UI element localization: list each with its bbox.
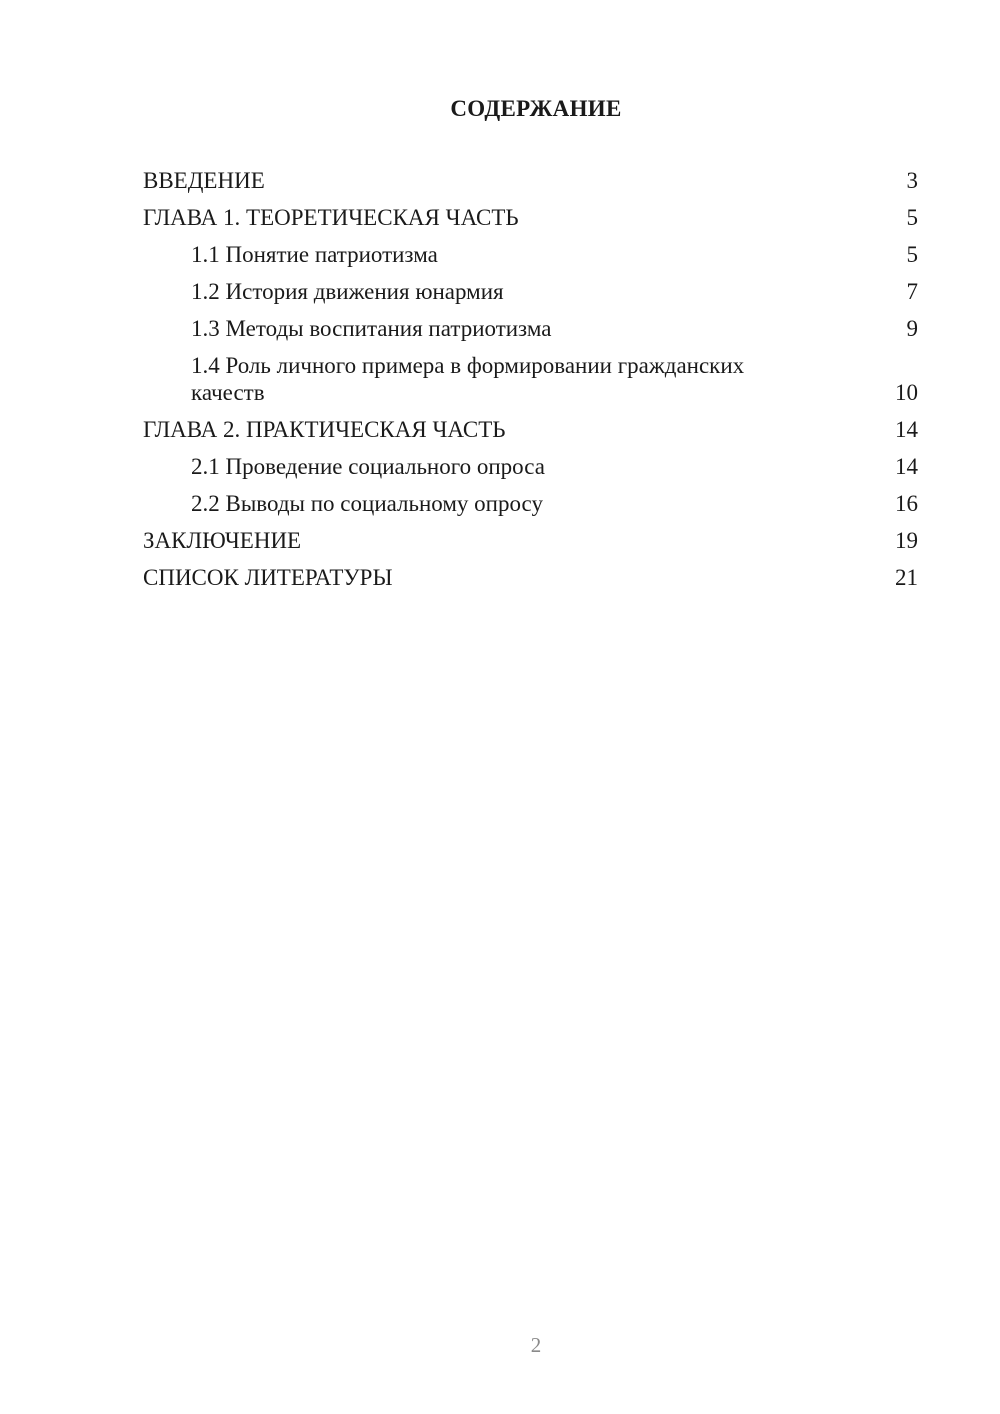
- toc-entry-references[interactable]: [143, 564, 918, 591]
- page-number: 2: [530, 1333, 542, 1357]
- toc-entry-page: 5: [906, 242, 918, 267]
- toc-entry-text: ЗАКЛЮЧЕНИЕ: [143, 528, 302, 553]
- toc-entry-page: 3: [906, 168, 918, 193]
- toc-entry-page: 14: [895, 454, 918, 479]
- toc-entry-text: 1.2 История движения юнармия: [191, 279, 504, 304]
- toc-entry-text: 2.1 Проведение социального опроса: [191, 454, 545, 479]
- toc-entry-chapter-1[interactable]: [143, 204, 918, 231]
- toc-entry-page: 21: [895, 565, 918, 590]
- toc-entry-text: 2.2 Выводы по социальному опросу: [191, 491, 543, 516]
- toc-entry-page: 16: [895, 491, 918, 516]
- toc-entry-page: 5: [906, 205, 918, 230]
- toc-entry-chapter-2[interactable]: [143, 416, 918, 443]
- toc-entry-text: 1.4 Роль личного примера в формировании гражданских качеств: [191, 353, 745, 405]
- toc-entry-page: 14: [895, 417, 918, 442]
- toc-entry-text: ГЛАВА 1. ТЕОРЕТИЧЕСКАЯ ЧАСТЬ: [143, 205, 519, 230]
- toc-entry-page: 7: [906, 279, 918, 304]
- toc-entry-section-1-4[interactable]: [143, 352, 918, 406]
- toc-entry-page: 10: [895, 380, 918, 405]
- toc-entry-section-2-2[interactable]: [143, 490, 918, 517]
- toc-entry-page: 9: [906, 316, 918, 341]
- toc-entry-text: ВВЕДЕНИЕ: [143, 168, 265, 193]
- toc-entry-text: 1.1 Понятие патриотизма: [191, 242, 438, 267]
- toc-entry-text: ГЛАВА 2. ПРАКТИЧЕСКАЯ ЧАСТЬ: [143, 417, 506, 442]
- toc-entry-text: 1.3 Методы воспитания патриотизма: [191, 316, 552, 341]
- toc-entry-page: 19: [895, 528, 918, 553]
- toc-entry-text: СПИСОК ЛИТЕРАТУРЫ: [143, 565, 393, 590]
- toc-title: СОДЕРЖАНИЕ: [450, 96, 622, 121]
- toc-entry-section-1-1[interactable]: [143, 241, 918, 268]
- toc-entry-section-2-1[interactable]: [143, 453, 918, 480]
- toc-entry-section-1-2[interactable]: [143, 278, 918, 305]
- toc-entry-introduction[interactable]: [143, 167, 918, 194]
- toc-entry-section-1-3[interactable]: [143, 315, 918, 342]
- toc-entry-conclusion[interactable]: [143, 527, 918, 554]
- table-of-contents: [143, 167, 918, 601]
